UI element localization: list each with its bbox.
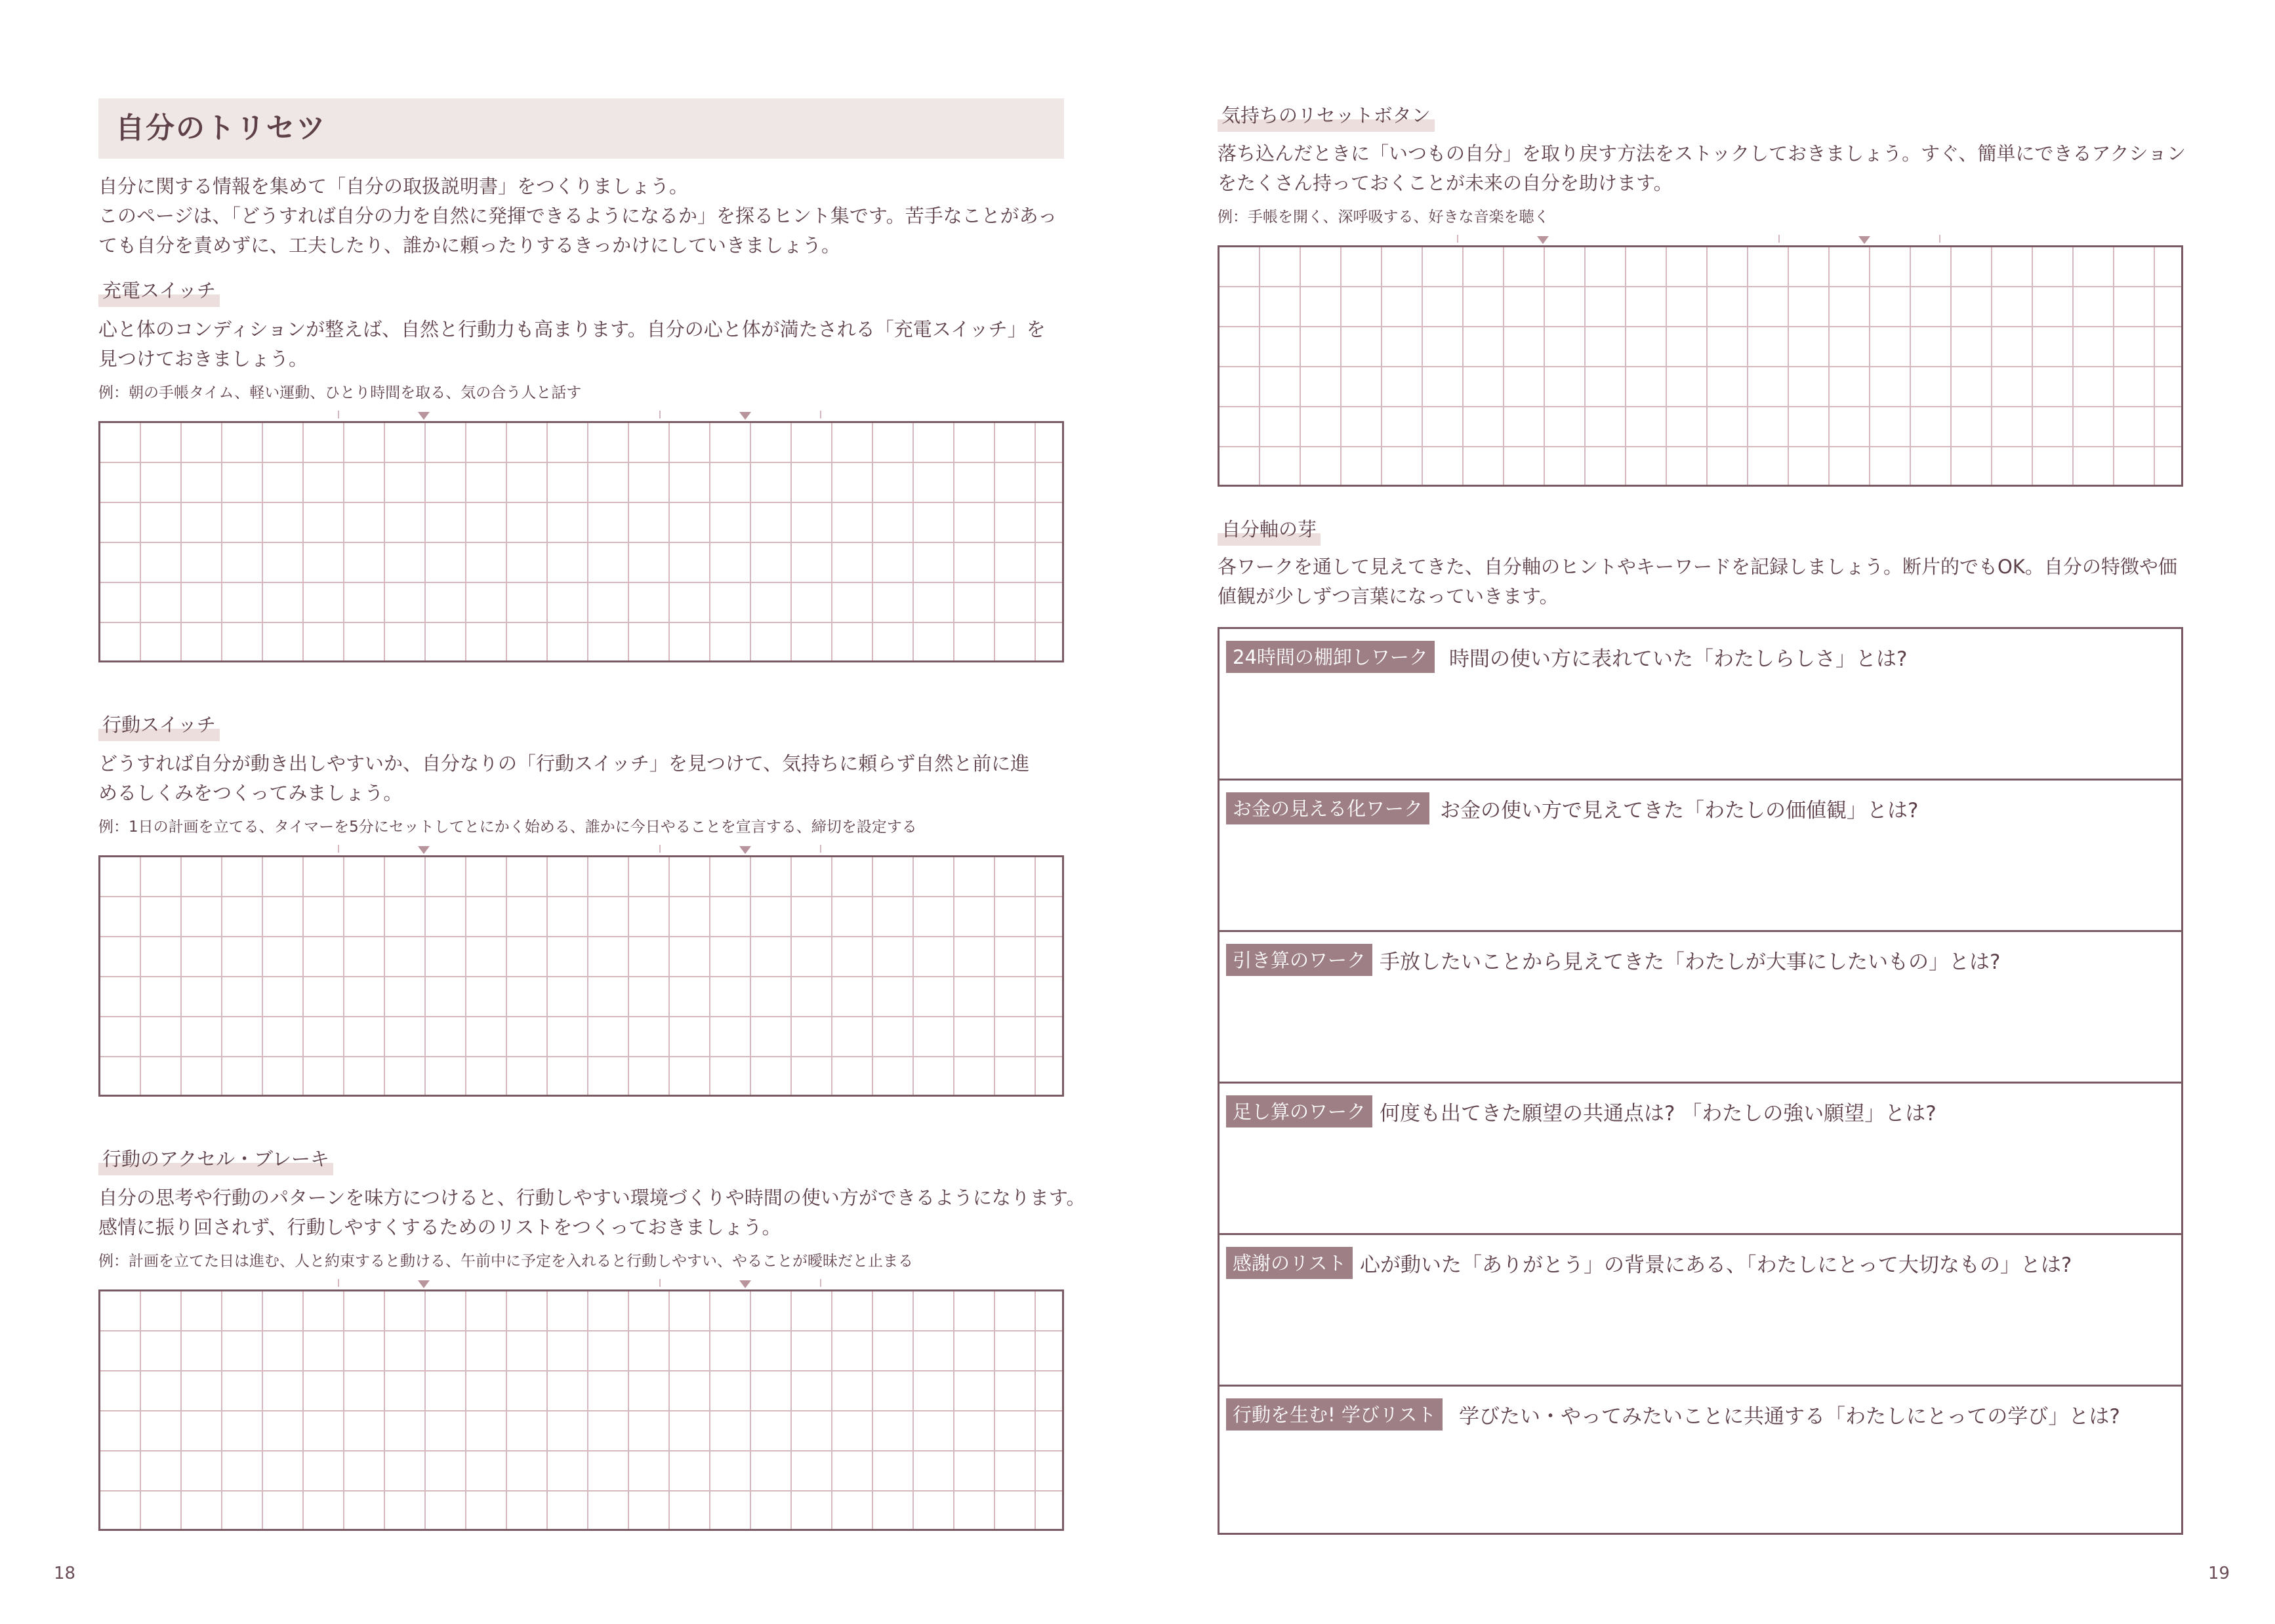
axis-row-label: お金の見える化ワーク xyxy=(1226,792,1429,824)
axis-row-question: 何度も出てきた願望の共通点は? 「わたしの強い願望」とは? xyxy=(1380,1102,1937,1126)
axis-row-label: 感謝のリスト xyxy=(1226,1247,1353,1279)
ruler-marker xyxy=(1858,236,1870,244)
axis-row[interactable] xyxy=(1219,781,2181,932)
grid-ruler xyxy=(98,411,1064,420)
body-line: 見つけておきましょう。 xyxy=(98,348,308,370)
ruler-tick xyxy=(338,411,339,418)
ruler-marker xyxy=(739,846,751,854)
grid-ruler xyxy=(98,1279,1064,1288)
intro-line: 自分に関する情報を集めて「自分の取扱説明書」をつくりましょう。 xyxy=(98,175,689,197)
axis-row-question: 学びたい・やってみたいことに共通する「わたしにとっての学び」とは? xyxy=(1459,1405,2120,1429)
axis-row-label: 足し算のワーク xyxy=(1226,1095,1372,1127)
body-line: どうすれば自分が動き出しやすいか、自分なりの「行動スイッチ」を見つけて、気持ちに頼らず自然と前に進 xyxy=(98,752,1030,775)
ruler-marker xyxy=(418,846,430,854)
example-text: 例：1日の計画を立てる、タイマーを5分にセットしてとにかく始める、誰かに今日やることを宣言する、締切を設定する xyxy=(98,819,917,836)
example-text: 例：朝の手帳タイム、軽い運動、ひとり時間を取る、気の合う人と話す xyxy=(98,384,582,401)
self-axis-table xyxy=(1218,627,2183,1535)
body-line: 心と体のコンディションが整えば、自然と行動力も高まります。自分の心と体が満たされる「充電スイッチ」を xyxy=(98,318,1046,340)
ruler-marker xyxy=(418,412,430,420)
section-body xyxy=(1218,552,2177,611)
writing-grid-accel-brake[interactable] xyxy=(98,1289,1064,1531)
ruler-tick xyxy=(338,1279,339,1287)
writing-grid-action-switch[interactable] xyxy=(98,855,1064,1097)
axis-row-question: 手放したいことから見えてきた「わたしが大事にしたいもの」とは? xyxy=(1380,950,2001,974)
axis-row-label: 引き算のワーク xyxy=(1226,944,1372,976)
example-text: 例：計画を立てた日は進む、人と約束すると動ける、午前中に予定を入れると行動しやすい、やることが曖昧だと止まる xyxy=(98,1253,913,1270)
ruler-tick xyxy=(1778,235,1780,243)
body-line: 落ち込んだときに「いつもの自分」を取り戻す方法をストックしておきましょう。すぐ、簡単にできるアクション xyxy=(1218,142,2186,165)
grid-ruler xyxy=(1218,235,2183,244)
section-title-reset-button: 気持ちのリセットボタン xyxy=(1218,101,1435,132)
section-body xyxy=(1218,139,2186,198)
grid-ruler xyxy=(98,845,1064,854)
body-line: 各ワークを通して見えてきた、自分軸のヒントやキーワードを記録しましょう。断片的でもOK。自分の特徴や価 xyxy=(1218,556,2177,578)
ruler-tick xyxy=(338,845,339,853)
writing-grid-reset-button[interactable] xyxy=(1218,245,2183,487)
axis-row-question: 時間の使い方に表れていた「わたしらしさ」とは? xyxy=(1449,647,1908,671)
axis-row-label: 行動を生む! 学びリスト xyxy=(1226,1398,1443,1431)
axis-row-question: お金の使い方で見えてきた「わたしの価値観」とは? xyxy=(1440,799,1919,822)
intro-line: ても自分を責めずに、工夫したり、誰かに頼ったりするきっかけにしていきましょう。 xyxy=(98,234,841,256)
body-line: をたくさん持っておくことが未来の自分を助けます。 xyxy=(1218,172,1673,194)
page-number-left: 18 xyxy=(54,1564,76,1583)
intro-line: このページは、「どうすれば自分の力を自然に発揮できるようになるか」を探るヒント集です。苦手なことがあっ xyxy=(98,205,1057,227)
ruler-tick xyxy=(1939,235,1940,243)
body-line: めるしくみをつくってみましょう。 xyxy=(98,782,403,804)
axis-row[interactable] xyxy=(1219,1084,2181,1235)
axis-row[interactable] xyxy=(1219,1387,2181,1535)
section-title-action-switch: 行動スイッチ xyxy=(98,710,220,741)
section-body xyxy=(98,315,1046,374)
axis-row[interactable] xyxy=(1219,932,2181,1084)
ruler-tick xyxy=(659,1279,661,1287)
ruler-marker xyxy=(739,1280,751,1288)
ruler-marker xyxy=(739,412,751,420)
section-title-charge-switch: 充電スイッチ xyxy=(98,276,220,307)
body-line: 感情に振り回されず、行動しやすくするためのリストをつくっておきましょう。 xyxy=(98,1216,781,1238)
ruler-tick xyxy=(659,845,661,853)
axis-row-question: 心が動いた「ありがとう」の背景にある、「わたしにとって大切なもの」とは? xyxy=(1360,1253,2072,1277)
section-title-accel-brake: 行動のアクセル・ブレーキ xyxy=(98,1145,333,1175)
ruler-tick xyxy=(820,845,821,853)
intro-text xyxy=(98,172,1057,260)
ruler-marker xyxy=(1537,236,1549,244)
axis-row[interactable] xyxy=(1219,1235,2181,1387)
ruler-tick xyxy=(820,1279,821,1287)
section-body xyxy=(98,749,1029,808)
section-body xyxy=(98,1183,1086,1242)
body-line: 自分の思考や行動のパターンを味方につけると、行動しやすい環境づくりや時間の使い方ができるようになります。 xyxy=(98,1187,1086,1209)
section-title-self-axis: 自分軸の芽 xyxy=(1218,515,1321,546)
body-line: 値観が少しずつ言葉になっていきます。 xyxy=(1218,585,1559,607)
ruler-tick xyxy=(1457,235,1458,243)
ruler-tick xyxy=(820,411,821,418)
page-number-right: 19 xyxy=(2208,1564,2230,1583)
example-text: 例：手帳を開く、深呼吸する、好きな音楽を聴く xyxy=(1218,209,1549,226)
page-title: 自分のトリセツ xyxy=(98,98,1064,159)
axis-row[interactable] xyxy=(1219,629,2181,781)
ruler-tick xyxy=(659,411,661,418)
ruler-marker xyxy=(418,1280,430,1288)
axis-row-label: 24時間の棚卸しワーク xyxy=(1226,641,1435,673)
writing-grid-charge-switch[interactable] xyxy=(98,421,1064,662)
